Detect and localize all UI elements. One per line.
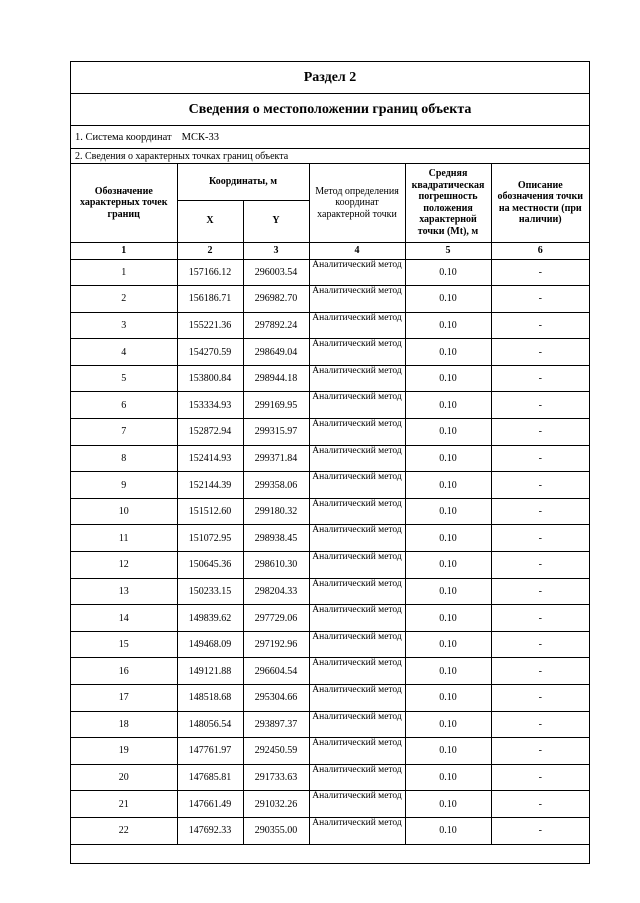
accuracy-cell: 0.10: [405, 578, 491, 605]
accuracy-cell: 0.10: [405, 498, 491, 525]
coordinate-system-label: 1. Система координат: [75, 131, 172, 143]
description-cell: -: [491, 525, 589, 552]
description-cell: -: [491, 631, 589, 658]
accuracy-cell: 0.10: [405, 552, 491, 579]
table-row: [71, 339, 589, 366]
point-number-cell: 20: [71, 764, 177, 791]
coordinate-system-row: [71, 126, 589, 149]
table-row: [71, 738, 589, 765]
method-cell: Аналитический метод: [309, 631, 405, 658]
point-number-cell: 11: [71, 525, 177, 552]
description-cell: -: [491, 578, 589, 605]
description-cell: -: [491, 498, 589, 525]
accuracy-cell: 0.10: [405, 392, 491, 419]
method-cell: Аналитический метод: [309, 445, 405, 472]
method-cell: Аналитический метод: [309, 738, 405, 765]
table-row: [71, 605, 589, 632]
method-cell: Аналитический метод: [309, 259, 405, 286]
header-coordinates: Координаты, м: [177, 164, 309, 200]
method-cell: Аналитический метод: [309, 525, 405, 552]
y-coordinate-cell: 296604.54: [243, 658, 309, 685]
method-cell: Аналитический метод: [309, 605, 405, 632]
method-cell: Аналитический метод: [309, 339, 405, 366]
table-row: [71, 631, 589, 658]
accuracy-cell: 0.10: [405, 312, 491, 339]
table-row: [71, 419, 589, 446]
y-coordinate-cell: 299315.97: [243, 419, 309, 446]
point-number-cell: 22: [71, 817, 177, 844]
point-number-cell: 18: [71, 711, 177, 738]
x-coordinate-cell: 153800.84: [177, 365, 243, 392]
point-number-cell: 6: [71, 392, 177, 419]
points-info-row: 2. Сведения о характерных точках границ объекта: [71, 149, 589, 164]
x-coordinate-cell: 156186.71: [177, 286, 243, 313]
y-coordinate-cell: 296003.54: [243, 259, 309, 286]
y-coordinate-cell: 298944.18: [243, 365, 309, 392]
section-subtitle: Сведения о местоположении границ объекта: [71, 94, 589, 126]
x-coordinate-cell: 152872.94: [177, 419, 243, 446]
header-designation: Обозначение характерных точек границ: [71, 164, 177, 242]
table-row: [71, 817, 589, 844]
point-number-cell: 7: [71, 419, 177, 446]
point-number-cell: 14: [71, 605, 177, 632]
accuracy-cell: 0.10: [405, 365, 491, 392]
method-cell: Аналитический метод: [309, 552, 405, 579]
x-coordinate-cell: 151072.95: [177, 525, 243, 552]
y-coordinate-cell: 298610.30: [243, 552, 309, 579]
coordinate-system-value: МСК-33: [181, 131, 219, 143]
description-cell: -: [491, 658, 589, 685]
column-number: 5: [405, 242, 491, 259]
column-number: 2: [177, 242, 243, 259]
accuracy-cell: 0.10: [405, 631, 491, 658]
accuracy-cell: 0.10: [405, 658, 491, 685]
x-coordinate-cell: 147685.81: [177, 764, 243, 791]
point-number-cell: 4: [71, 339, 177, 366]
x-coordinate-cell: 150233.15: [177, 578, 243, 605]
table-row: [71, 365, 589, 392]
x-coordinate-cell: 151512.60: [177, 498, 243, 525]
description-cell: -: [491, 711, 589, 738]
y-coordinate-cell: 291733.63: [243, 764, 309, 791]
method-cell: Аналитический метод: [309, 791, 405, 818]
y-coordinate-cell: 298649.04: [243, 339, 309, 366]
method-cell: Аналитический метод: [309, 419, 405, 446]
x-coordinate-cell: 155221.36: [177, 312, 243, 339]
point-number-cell: 3: [71, 312, 177, 339]
table-row: [71, 312, 589, 339]
table-row: [71, 472, 589, 499]
point-number-cell: 5: [71, 365, 177, 392]
point-number-cell: 17: [71, 685, 177, 712]
table-body: [71, 259, 589, 844]
y-coordinate-cell: 299180.32: [243, 498, 309, 525]
description-cell: -: [491, 259, 589, 286]
x-coordinate-cell: 148056.54: [177, 711, 243, 738]
description-cell: -: [491, 472, 589, 499]
description-cell: -: [491, 286, 589, 313]
column-number: 6: [491, 242, 589, 259]
table-row: [71, 658, 589, 685]
y-coordinate-cell: 290355.00: [243, 817, 309, 844]
y-coordinate-cell: 298938.45: [243, 525, 309, 552]
accuracy-cell: 0.10: [405, 339, 491, 366]
x-coordinate-cell: 152144.39: [177, 472, 243, 499]
y-coordinate-cell: 297729.06: [243, 605, 309, 632]
accuracy-cell: 0.10: [405, 711, 491, 738]
method-cell: Аналитический метод: [309, 472, 405, 499]
x-coordinate-cell: 154270.59: [177, 339, 243, 366]
point-number-cell: 21: [71, 791, 177, 818]
header-x: X: [177, 200, 243, 242]
method-cell: Аналитический метод: [309, 365, 405, 392]
method-cell: Аналитический метод: [309, 764, 405, 791]
table-row: [71, 259, 589, 286]
point-number-cell: 1: [71, 259, 177, 286]
table-row: [71, 578, 589, 605]
accuracy-cell: 0.10: [405, 525, 491, 552]
column-number: 3: [243, 242, 309, 259]
description-cell: -: [491, 552, 589, 579]
point-number-cell: 8: [71, 445, 177, 472]
table-row: [71, 286, 589, 313]
y-coordinate-cell: 297192.96: [243, 631, 309, 658]
y-coordinate-cell: 299169.95: [243, 392, 309, 419]
y-coordinate-cell: 296982.70: [243, 286, 309, 313]
table-footer-strip: [71, 845, 589, 863]
table-row: [71, 764, 589, 791]
table-row: [71, 552, 589, 579]
accuracy-cell: 0.10: [405, 738, 491, 765]
table-row: [71, 685, 589, 712]
y-coordinate-cell: 293897.37: [243, 711, 309, 738]
description-cell: -: [491, 791, 589, 818]
table-row: [71, 445, 589, 472]
header-y: Y: [243, 200, 309, 242]
method-cell: Аналитический метод: [309, 685, 405, 712]
x-coordinate-cell: 150645.36: [177, 552, 243, 579]
accuracy-cell: 0.10: [405, 445, 491, 472]
column-number: 4: [309, 242, 405, 259]
accuracy-cell: 0.10: [405, 817, 491, 844]
description-cell: -: [491, 445, 589, 472]
accuracy-cell: 0.10: [405, 259, 491, 286]
table-row: [71, 791, 589, 818]
method-cell: Аналитический метод: [309, 817, 405, 844]
method-cell: Аналитический метод: [309, 498, 405, 525]
description-cell: -: [491, 419, 589, 446]
point-number-cell: 9: [71, 472, 177, 499]
table-row: [71, 525, 589, 552]
description-cell: -: [491, 605, 589, 632]
y-coordinate-cell: 299371.84: [243, 445, 309, 472]
method-cell: Аналитический метод: [309, 312, 405, 339]
accuracy-cell: 0.10: [405, 764, 491, 791]
description-cell: -: [491, 339, 589, 366]
x-coordinate-cell: 149839.62: [177, 605, 243, 632]
method-cell: Аналитический метод: [309, 658, 405, 685]
header-description: Описание обозначения точки на местности (при наличии): [491, 164, 589, 242]
point-number-cell: 12: [71, 552, 177, 579]
x-coordinate-cell: 147761.97: [177, 738, 243, 765]
description-cell: -: [491, 392, 589, 419]
accuracy-cell: 0.10: [405, 791, 491, 818]
method-cell: Аналитический метод: [309, 578, 405, 605]
section-title: Раздел 2: [71, 62, 589, 94]
point-number-cell: 10: [71, 498, 177, 525]
point-number-cell: 19: [71, 738, 177, 765]
header-method: Метод определения координат характерной точки: [309, 164, 405, 242]
x-coordinate-cell: 153334.93: [177, 392, 243, 419]
method-cell: Аналитический метод: [309, 286, 405, 313]
document-sheet: [70, 61, 590, 864]
x-coordinate-cell: 152414.93: [177, 445, 243, 472]
column-number: 1: [71, 242, 177, 259]
boundary-points-table: [71, 164, 589, 845]
point-number-cell: 13: [71, 578, 177, 605]
table-row: [71, 392, 589, 419]
x-coordinate-cell: 147661.49: [177, 791, 243, 818]
description-cell: -: [491, 738, 589, 765]
accuracy-cell: 0.10: [405, 286, 491, 313]
description-cell: -: [491, 312, 589, 339]
x-coordinate-cell: 157166.12: [177, 259, 243, 286]
method-cell: Аналитический метод: [309, 392, 405, 419]
x-coordinate-cell: 149468.09: [177, 631, 243, 658]
y-coordinate-cell: 299358.06: [243, 472, 309, 499]
y-coordinate-cell: 291032.26: [243, 791, 309, 818]
y-coordinate-cell: 295304.66: [243, 685, 309, 712]
x-coordinate-cell: 147692.33: [177, 817, 243, 844]
accuracy-cell: 0.10: [405, 472, 491, 499]
point-number-cell: 16: [71, 658, 177, 685]
y-coordinate-cell: 297892.24: [243, 312, 309, 339]
accuracy-cell: 0.10: [405, 419, 491, 446]
y-coordinate-cell: 298204.33: [243, 578, 309, 605]
table-row: [71, 498, 589, 525]
description-cell: -: [491, 685, 589, 712]
x-coordinate-cell: 149121.88: [177, 658, 243, 685]
point-number-cell: 15: [71, 631, 177, 658]
header-accuracy: Средняя квадратическая погрешность положения характерной точки (Mt), м: [405, 164, 491, 242]
description-cell: -: [491, 817, 589, 844]
description-cell: -: [491, 764, 589, 791]
method-cell: Аналитический метод: [309, 711, 405, 738]
point-number-cell: 2: [71, 286, 177, 313]
accuracy-cell: 0.10: [405, 605, 491, 632]
table-row: [71, 711, 589, 738]
y-coordinate-cell: 292450.59: [243, 738, 309, 765]
x-coordinate-cell: 148518.68: [177, 685, 243, 712]
accuracy-cell: 0.10: [405, 685, 491, 712]
description-cell: -: [491, 365, 589, 392]
